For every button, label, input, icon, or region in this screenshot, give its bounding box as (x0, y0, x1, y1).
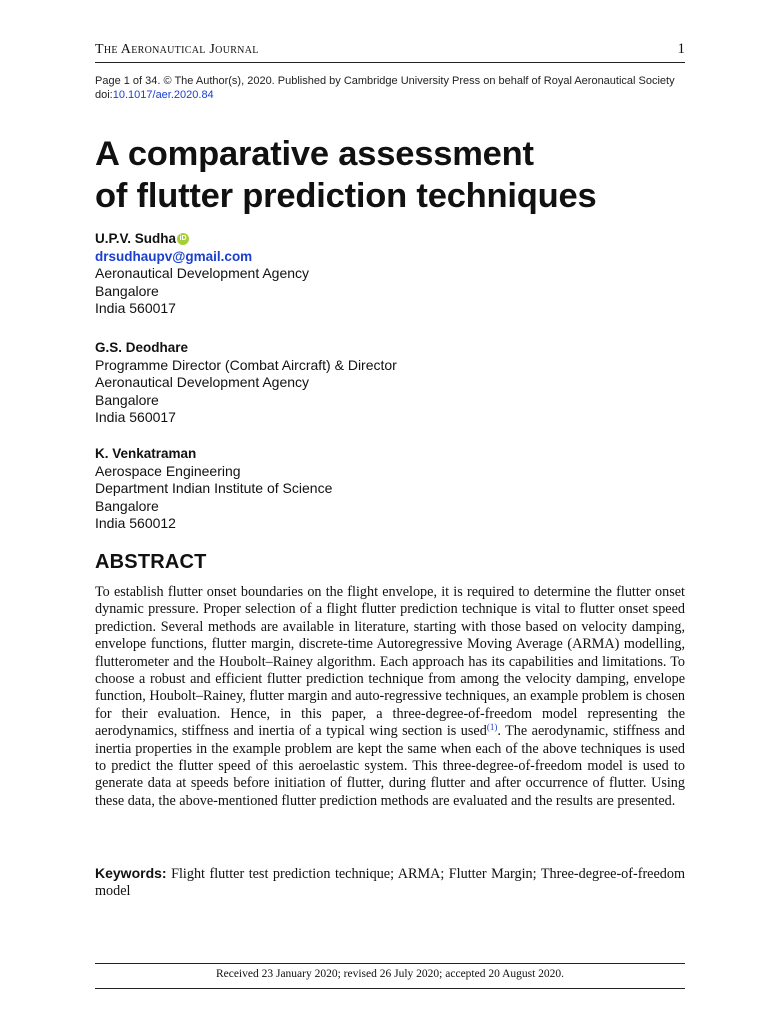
affiliation-line: Department Indian Institute of Science (95, 480, 333, 496)
received-dates: Received 23 January 2020; revised 26 July 2020; accepted 20 August 2020. (215, 968, 565, 980)
author-name: K. Venkatraman (95, 446, 197, 461)
doi-label: doi: (95, 88, 113, 101)
affiliation-line: India 560017 (95, 409, 176, 425)
title-line-1: A comparative assessment (95, 135, 534, 173)
citation-link[interactable]: (1) (486, 722, 498, 733)
affiliation-line: India 560012 (95, 515, 176, 531)
orcid-icon[interactable]: iD (177, 233, 189, 245)
affiliation-line: Bangalore (95, 497, 159, 514)
abstract-text-part-2: . The aerodynamic, stiffness and inertia properties in the example problem are kept the same when each of the above techniques is used to predict the flutter speed of this aeroelastic system. This three-degree-of-freedom model is used to generate data at speeds before initiation of flutter, during flutter and after occurrence of flutter. Using these data, the above-mentioned flutter prediction methods are evaluated and the results are presented. (95, 723, 685, 809)
footer-rule-bottom (95, 988, 685, 989)
author-name: U.P.V. Sudha (95, 231, 177, 246)
affiliation-line: India 560017 (95, 300, 176, 316)
abstract-heading: ABSTRACT (95, 551, 207, 573)
page-number: 1 (677, 41, 685, 57)
author-block-2 (95, 339, 685, 427)
footer-rule-top (95, 963, 685, 964)
title-line-2: of flutter prediction techniques (95, 177, 597, 215)
abstract-body (95, 584, 685, 810)
affiliation-line: Bangalore (95, 282, 159, 299)
affiliation-line: Aeronautical Development Agency (95, 265, 310, 281)
affiliation-line: Aerospace Engineering (95, 462, 241, 479)
doi-link[interactable]: 10.1017/aer.2020.84 (112, 88, 214, 101)
publication-meta (95, 75, 685, 102)
author-block-3 (95, 445, 685, 533)
author-email[interactable]: drsudhaupv@gmail.com (95, 248, 253, 264)
journal-name: The Aeronautical Journal (95, 42, 259, 57)
doi-line (95, 89, 685, 103)
paper-title (95, 133, 695, 217)
abstract-text-part-1: To establish flutter onset boundaries on the flight envelope, it is required to determine the flutter onset dynamic pressure. Proper selection of a flight flutter prediction technique is vital to flutter onset speed prediction. Several methods are available in literature, starting with those based on velocity damping, envelope functions, flutter margin, discrete-time Autoregressive Moving Average (ARMA) modelling, flutterometer and the Houbolt–Rainey algorithm. Each approach has its capabilities and limitations. To choose a robust and efficient flutter prediction technique from among the velocity damping, envelope function, Houbolt–Rainey, flutter margin and auto-regressive techniques, an example problem is chosen for their evaluation. Hence, in this paper, a three-degree-of-freedom model representing the aerodynamics, stiffness and inertia of a typical wing section is used (95, 584, 685, 740)
keywords-label: Keywords: (95, 865, 167, 881)
keywords (95, 865, 685, 901)
author-name: G.S. Deodhare (95, 340, 189, 355)
copyright-line: Page 1 of 34. © The Author(s), 2020. Published by Cambridge University Press on behalf of Royal Aeronautical Society (95, 75, 675, 87)
running-head (95, 36, 685, 63)
author-block-1 (95, 230, 685, 318)
affiliation-line: Programme Director (Combat Aircraft) & Director (95, 356, 397, 373)
keywords-text: Flight flutter test prediction technique; ARMA; Flutter Margin; Three-degree-of-freedom model (95, 866, 685, 900)
affiliation-line: Bangalore (95, 391, 159, 408)
affiliation-line: Aeronautical Development Agency (95, 374, 310, 390)
